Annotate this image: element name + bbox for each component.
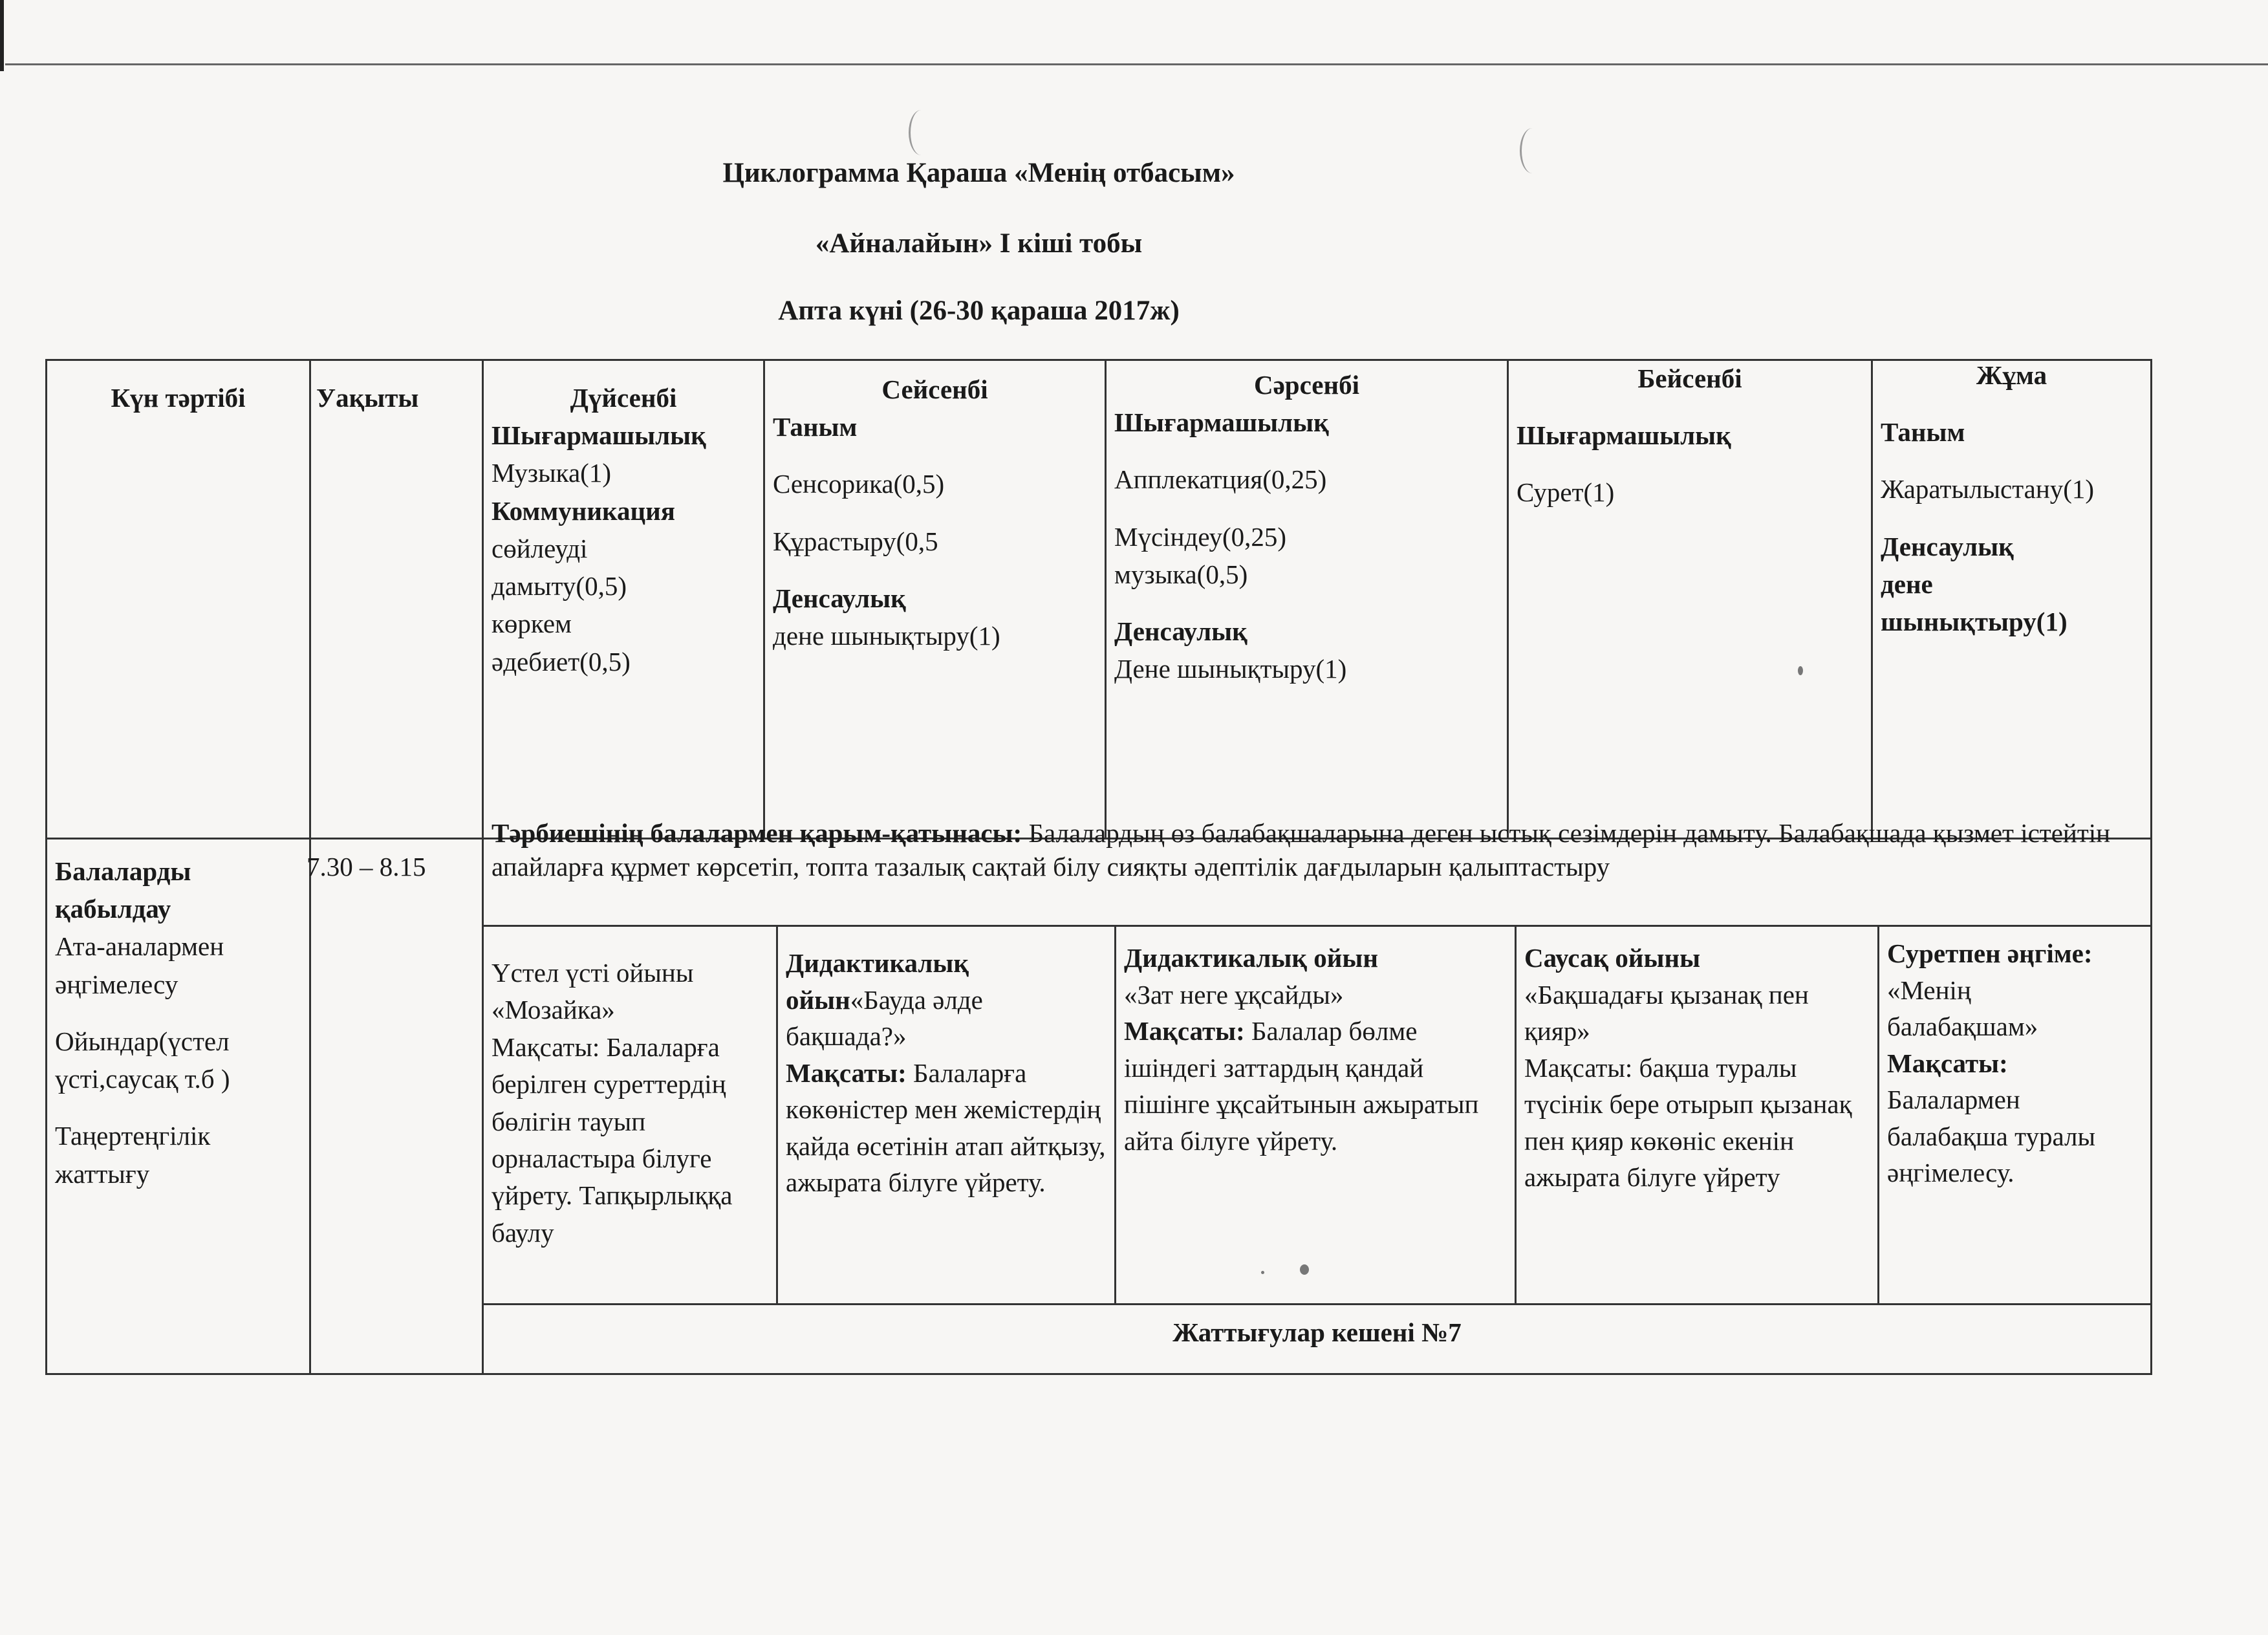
game-subtitle: «Менің балабақшам» [1887, 975, 2038, 1042]
game-title: Үстел үсті ойыны «Мозайка» [491, 958, 694, 1025]
game-title: Дидактикалық ойын [1124, 943, 1378, 973]
game-subtitle: «Зат неге ұқсайды» [1124, 979, 1344, 1010]
scan-edge-mark [0, 0, 4, 71]
subject-line: дене шынықтыру(1) [1881, 568, 2068, 637]
group-name: «Айналайын» І кіші тобы [815, 228, 1143, 259]
header-regime: Күн тәртібі [111, 383, 246, 413]
game-cell-thursday [1517, 936, 1877, 1200]
day-name: Сәрсенбі [1253, 370, 1360, 400]
subject-line: Дене шынықтыру(1) [1114, 654, 1347, 684]
game-cell-tuesday [778, 941, 1114, 1205]
communication-cell [484, 816, 2150, 888]
week-dates: Апта күні (26-30 қараша 2017ж) [778, 296, 1180, 326]
game-goal: Мақсаты: бақша туралы түсінік бере отырып қызанақ пен қияр көкөніс екенін ажырата білуге үйрету [1524, 1052, 1852, 1193]
day-name: Сейсенбі [881, 374, 988, 404]
exercise-cell: Жаттығулар кешені №7 [1172, 1317, 1462, 1347]
scan-speck [1300, 1264, 1309, 1275]
goal-label: Мақсаты: [1124, 1016, 1245, 1046]
subject-line: дене шынықтыру(1) [773, 621, 1000, 651]
game-goal: Балаларға көкөністер мен жемістердің қайда өсетінін атап айтқызу, ажырата білуге үйрету. [786, 1057, 1106, 1198]
subject-line: Апплекатция(0,25) [1114, 464, 1327, 495]
header-day-friday [1873, 352, 2150, 644]
subject-line: Таным [1881, 417, 1965, 448]
game-title: Суретпен әңгіме: [1887, 938, 2093, 968]
subject-line: Сенсорика(0,5) [773, 469, 945, 499]
scan-speck [1261, 1271, 1264, 1274]
subject-line: Музыка(1) [491, 458, 611, 488]
subject-line: музыка(0,5) [1114, 559, 1248, 589]
header-day-tuesday [765, 367, 1105, 658]
subject-line: Құрастыру(0,5 [773, 526, 938, 556]
subject-line: Денсаулық [1881, 531, 2014, 561]
game-goal: Мақсаты: Балаларға берілген суреттердің бөлігін тауып орналастыра білуге үйрету. Тапқырлыққа баулу [491, 1032, 733, 1248]
scan-artifact [909, 110, 934, 155]
game-goal: Балалар бөлме ішіндегі заттардың қандай пішінге ұқсайтынын ажыратып айта білуге үйрету. [1124, 1016, 1479, 1156]
game-cell-wednesday [1116, 936, 1515, 1163]
game-cell-friday [1879, 931, 2150, 1195]
page-title: Циклограмма Қараша «Менің отбасым» [722, 158, 1235, 188]
communication-label: Тәрбиешінің балалармен қарым-қатынасы: [491, 818, 1022, 848]
subject-line: Жаратылыстану(1) [1881, 474, 2095, 504]
subject-line: Шығармашылық [491, 420, 706, 451]
time-cell: 7.30 – 8.15 [307, 852, 426, 882]
subject-line: сөйлеуді дамыту(0,5) [491, 533, 627, 601]
regime-item: Ата-аналармен әңгімелесу [55, 931, 224, 999]
regime-item: Таңертеңгілік жаттығу [55, 1121, 211, 1189]
header-day-thursday [1509, 356, 1871, 515]
goal-label: Мақсаты: [1887, 1048, 2008, 1078]
subject-line: Денсаулық [773, 583, 906, 613]
game-subtitle: «Бақшадағы қызанақ пен қияр» [1524, 979, 1809, 1046]
day-name: Бейсенбі [1637, 363, 1742, 393]
subject-line: Мүсіндеу(0,25) [1114, 521, 1287, 552]
game-subtitle: «Бауда әлде бақшада?» [786, 984, 983, 1052]
game-goal: Балалармен балабақша туралы әңгімелесу. [1887, 1085, 2096, 1188]
header-day-wednesday [1107, 362, 1507, 692]
regime-title: Балаларды қабылдау [55, 856, 191, 924]
subject-line: Шығармашылық [1114, 407, 1329, 438]
game-title: Саусақ ойыны [1524, 943, 1701, 973]
game-title: Дидактикалық ойын [786, 948, 969, 1015]
subject-line: көркем әдебиет(0,5) [491, 609, 631, 677]
scan-top-rule [5, 63, 2268, 65]
subject-line: Денсаулық [1114, 616, 1247, 647]
goal-label: Мақсаты: [786, 1057, 907, 1088]
subject-line: Коммуникация [491, 495, 675, 526]
subject-line: Таным [773, 412, 858, 442]
header-time: Уақыты [316, 383, 419, 413]
scan-speck [1798, 666, 1803, 675]
subject-line: Шығармашылық [1517, 420, 1731, 451]
communication-text: Балалардың өз балабақшаларына деген ыстық сезімдерін дамыту. Балабақшада қызмет істейтін апайларға құрмет көрсетіп, топта тазалық сақтай білу сияқты әдептілік дағдыларын қалыптастыру [491, 818, 2111, 882]
header-day-monday [484, 375, 763, 684]
regime-cell [47, 849, 309, 1196]
day-name: Дүйсенбі [570, 383, 677, 413]
day-name: Жұма [1976, 360, 2047, 390]
subject-line: Сурет(1) [1517, 477, 1615, 508]
game-cell-monday [484, 951, 776, 1255]
regime-item: Ойындар(үстел үсті,саусақ т.б ) [55, 1026, 230, 1094]
